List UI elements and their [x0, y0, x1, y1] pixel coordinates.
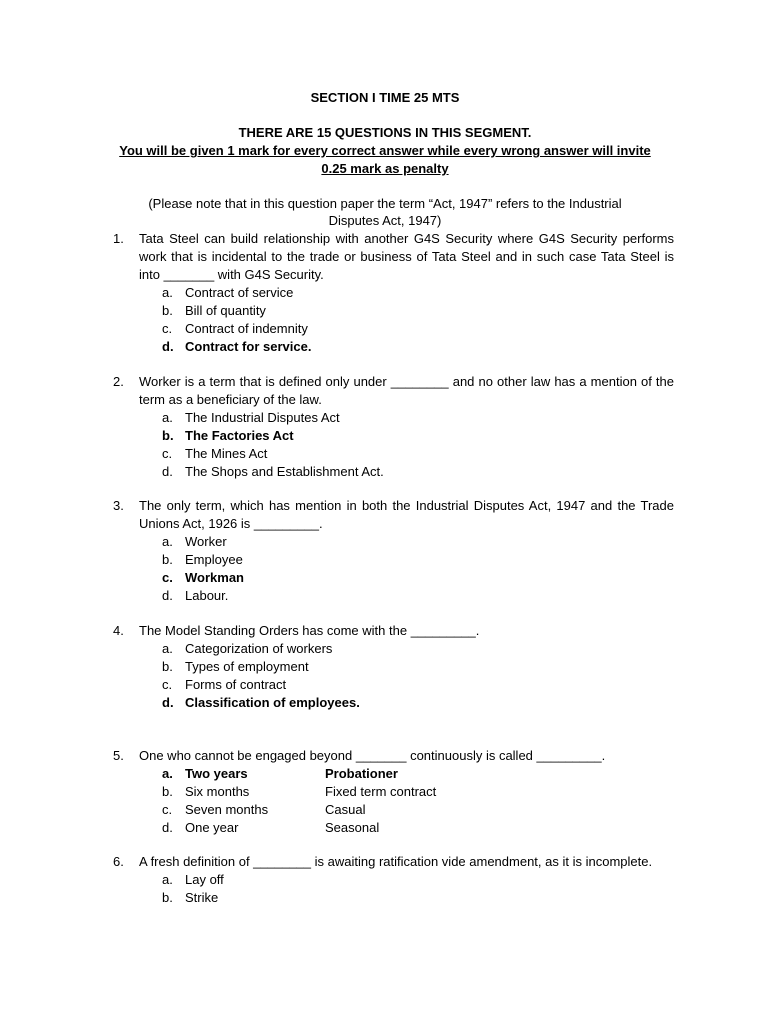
question-2	[113, 373, 674, 481]
option-text: Contract of service	[185, 285, 294, 300]
question-text: A fresh definition of ________ is awaiting ratification vide amendment, as it is incomplete.	[139, 854, 653, 869]
option-text: Employee	[185, 552, 243, 567]
option-letter: d.	[162, 464, 173, 479]
option-text: Bill of quantity	[185, 303, 266, 318]
option-letter: d.	[162, 695, 174, 710]
question-text: The Model Standing Orders has come with the _________.	[139, 623, 480, 638]
option-text: Worker	[185, 534, 227, 549]
option-text: Lay off	[185, 872, 224, 887]
question-number: 1.	[113, 231, 124, 246]
option-text: The Industrial Disputes Act	[185, 410, 340, 425]
correct-option-text: Workman	[185, 570, 244, 585]
question-number: 6.	[113, 854, 124, 869]
option-letter: b.	[162, 552, 173, 567]
question-1	[113, 230, 674, 356]
option-letter: d.	[162, 820, 173, 835]
marking-scheme-line-2: 0.25 mark as penalty	[321, 161, 449, 176]
option-letter: b.	[162, 303, 173, 318]
option-letter: c.	[162, 321, 173, 336]
option-text: Categorization of workers	[185, 641, 333, 656]
option-letter: b.	[162, 659, 173, 674]
option-text: Contract of indemnity	[185, 321, 308, 336]
questions-count-line: THERE ARE 15 QUESTIONS IN THIS SEGMENT.	[238, 125, 532, 140]
option-text: Seven months	[185, 802, 269, 817]
option-letter: a.	[162, 641, 173, 656]
option-text: Six months	[185, 784, 250, 799]
question-number: 5.	[113, 748, 124, 763]
option-text: The Shops and Establishment Act.	[185, 464, 384, 479]
correct-option-text: Two years	[185, 766, 248, 781]
correct-option-text: Classification of employees.	[185, 695, 360, 710]
option-letter: a.	[162, 872, 173, 887]
question-text: The only term, which has mention in both the Industrial Disputes Act, 1947 and the Trade Unions Act, 1926 is _________.	[139, 498, 674, 531]
option-letter: b.	[162, 428, 174, 443]
option-letter: c.	[162, 677, 173, 692]
question-5	[113, 747, 674, 837]
question-3	[113, 497, 674, 605]
option-text: Labour.	[185, 588, 229, 603]
option-letter: a.	[162, 534, 173, 549]
section-title: SECTION I TIME 25 MTS	[310, 90, 460, 105]
marking-scheme-line-1: You will be given 1 mark for every correct answer while every wrong answer will invite	[119, 143, 651, 158]
question-text: One who cannot be engaged beyond _______ continuously is called _________.	[139, 748, 606, 763]
question-number: 4.	[113, 623, 124, 638]
question-4	[113, 622, 674, 712]
option-letter: c.	[162, 802, 173, 817]
option-letter: a.	[162, 410, 173, 425]
correct-option-text: Contract for service.	[185, 339, 312, 354]
option-letter: c.	[162, 570, 173, 585]
correct-option-text: The Factories Act	[185, 428, 294, 443]
note-line-1: (Please note that in this question paper the term “Act, 1947” refers to the Industrial	[148, 196, 622, 211]
option-letter: b.	[162, 890, 173, 905]
option-letter: a.	[162, 766, 173, 781]
note-line-2: Disputes Act, 1947)	[328, 213, 442, 228]
option-letter: d.	[162, 588, 173, 603]
option-text: Types of employment	[185, 659, 309, 674]
option-letter: b.	[162, 784, 173, 799]
option-letter: c.	[162, 446, 173, 461]
option-pair-text: Fixed term contract	[325, 784, 437, 799]
option-text: One year	[185, 820, 239, 835]
option-pair-text: Casual	[325, 802, 366, 817]
option-pair-text: Seasonal	[325, 820, 380, 835]
question-number: 2.	[113, 374, 124, 389]
option-text: Strike	[185, 890, 219, 905]
correct-option-pair-text: Probationer	[325, 766, 398, 781]
option-text: Forms of contract	[185, 677, 287, 692]
question-6	[113, 853, 674, 907]
option-letter: d.	[162, 339, 174, 354]
option-letter: a.	[162, 285, 173, 300]
option-text: The Mines Act	[185, 446, 268, 461]
question-number: 3.	[113, 498, 124, 513]
question-text: Tata Steel can build relationship with another G4S Security where G4S Security performs work that is incidental to the trade or business of Tata Steel and in such case Tata Steel is into _______ with G4S Security.	[139, 231, 674, 282]
question-text: Worker is a term that is defined only under ________ and no other law has a mention of the term as a beneficiary of the law.	[139, 374, 674, 407]
